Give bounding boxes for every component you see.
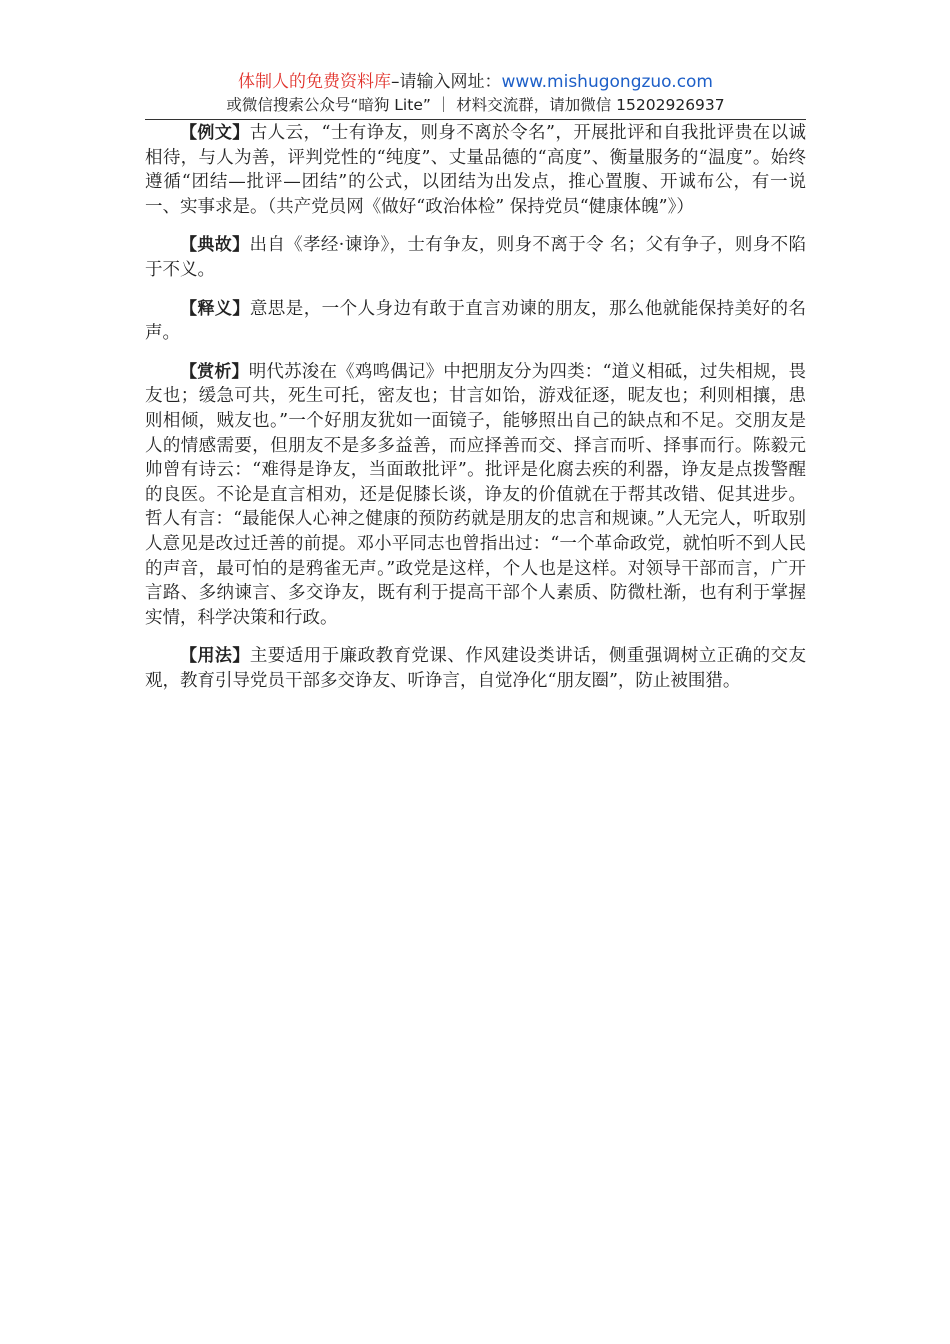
section-example	[145, 121, 806, 219]
section-source-text: 出自《孝经·谏诤》，士有争友，则身不离于令 名；父有争子，则身不陷于不义。	[145, 235, 807, 280]
section-example-text: 古人云，“士有诤友，则身不离於令名”，开展批评和自我批评贵在以诚相待，与人为善，评判党性的“纯度”、丈量品德的“高度”、衡量服务的“温度”。始终遵循“团结—批评—团结”的公式，以团结为出发点，推心置腹、开诚布公，有一说一、实事求是。（共产党员网《做好“政治体检” 保持党员“健康体魄”》）	[145, 123, 806, 217]
section-meaning-tag: 【释义】	[180, 298, 250, 319]
header-prompt: –请输入网址：	[390, 72, 502, 92]
section-source	[145, 233, 806, 282]
section-analysis-text: 明代苏浚在《鸡鸣偶记》中把朋友分为四类：“道义相砥，过失相规，畏友也；缓急可共，死生可托，密友也；甘言如饴，游戏征逐，昵友也；利则相攘，患则相倾，贼友也。”一个好朋友犹如一面镜子，能够照出自己的缺点和不足。交朋友是人的情感需要，但朋友不是多多益善，而应择善而交、择言而听、择事而行。陈毅元帅曾有诗云：“难得是诤友，当面敢批评”。批评是化腐去疾的利器，诤友是点拨警醒的良医。不论是直言相劝，还是促膝长谈，诤友的价值就在于帮其改错、促其进步。哲人有言：“最能保人心神之健康的预防药就是朋友的忠言和规谏。”人无完人，听取别人意见是改过迁善的前提。邓小平同志也曾指出过：“一个革命政党，就怕听不到人民的声音，最可怕的是鸦雀无声。”政党是这样，个人也是这样。对领导干部而言，广开言路、多纳谏言、多交诤友，既有利于提高干部个人素质、防微杜渐，也有利于掌握实情，科学决策和行政。	[145, 361, 806, 628]
section-analysis-tag: 【赏析】	[180, 361, 249, 382]
header-promo-line	[145, 70, 806, 94]
header-contact-line: 或微信搜索公众号“暗狗 Lite” ｜ 材料交流群，请加微信 15202926937	[226, 96, 725, 114]
document-body	[145, 121, 806, 707]
section-example-tag: 【例文】	[180, 123, 250, 143]
section-usage-tag: 【用法】	[180, 646, 250, 667]
section-meaning	[145, 297, 806, 346]
section-analysis	[145, 360, 806, 631]
header-url-link[interactable]: www.mishugongzuo.com	[501, 72, 713, 92]
header-divider	[145, 119, 806, 120]
header-brand: 体制人的免费资料库	[237, 72, 391, 92]
section-source-tag: 【典故】	[180, 235, 250, 256]
section-meaning-text: 意思是，一个人身边有敢于直言劝谏的朋友，那么他就能保持美好的名声。	[145, 298, 807, 344]
section-usage-text: 主要适用于廉政教育党课、作风建设类讲话，侧重强调树立正确的交友观，教育引导党员干部多交诤友、听诤言，自觉净化“朋友圈”，防止被围猎。	[145, 646, 807, 691]
section-usage	[145, 644, 806, 693]
page-header	[145, 70, 806, 116]
